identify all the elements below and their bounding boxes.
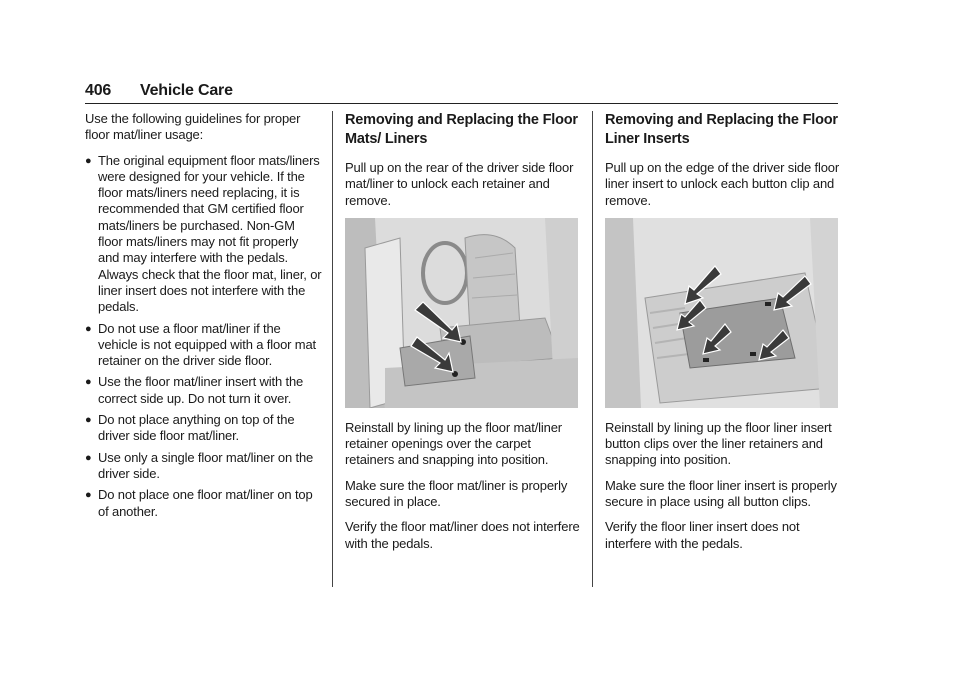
bullet-icon: ● (85, 489, 92, 502)
page-number: 406 (85, 82, 112, 99)
page-header (85, 82, 838, 104)
bullet-icon: ● (85, 376, 92, 389)
list-item: ● Do not use a floor mat/liner if the vehicle is not equipped with a floor mat retainer on the driver side floor. (85, 320, 317, 369)
liner-insert-illustration (605, 218, 838, 408)
list-item: ● Use only a single floor mat/liner on the driver side. (85, 449, 314, 481)
guidelines-intro: Use the following guidelines for proper floor mat/liner usage: (85, 111, 301, 143)
header-divider (85, 103, 838, 104)
floor-mats-reinstall-text: Reinstall by lining up the floor mat/liner retainer openings over the carpet retainers and snapping into position. (345, 419, 562, 468)
bullet-icon: ● (85, 451, 92, 464)
list-item: ● Do not place anything on top of the driver side floor mat/liner. (85, 412, 295, 444)
floor-mats-secure-text: Make sure the floor mat/liner is properly secured in place. (345, 477, 568, 510)
liner-inserts-heading: Removing and Replacing the Floor Liner Inserts (605, 112, 838, 147)
floor-mats-remove-text: Pull up on the rear of the driver side floor mat/liner to unlock each retainer and remove. (345, 160, 574, 208)
guidelines-list (85, 153, 322, 520)
column-guidelines (85, 111, 322, 525)
liner-inserts-verify-text: Verify the floor liner insert does not interfere with the pedals. (605, 519, 800, 551)
bullet-icon: ● (85, 154, 92, 167)
liner-insert-illustration-svg (605, 218, 838, 408)
column-floor-mats (345, 111, 580, 561)
floor-mat-illustration-svg (345, 218, 578, 408)
list-item: ● Use the floor mat/liner insert with the correct side up. Do not turn it over. (85, 374, 304, 406)
liner-inserts-remove-text: Pull up on the edge of the driver side floor liner insert to unlock each button clip and remove. (605, 160, 840, 208)
floor-mats-heading: Removing and Replacing the Floor Mats/ Liners (345, 112, 578, 147)
floor-mats-verify-text: Verify the floor mat/liner does not interfere with the pedals. (345, 519, 580, 551)
section-title: Vehicle Care (140, 82, 233, 99)
liner-inserts-reinstall-text: Reinstall by lining up the floor liner insert button clips over the liner retainers and snapping into position. (605, 419, 832, 468)
bullet-icon: ● (85, 322, 92, 335)
list-item: ● The original equipment floor mats/liners were designed for your vehicle. If the floor mats/liners need replacing, it is recommended that GM certified floor mats/liners be purchased. Non-GM floor mats/liners may not fit properly and may interfere with the pedals. Always check that the floor mat, liner, or liner insert does not interfere with the pedals. (85, 152, 322, 315)
column-divider-2 (592, 111, 593, 587)
list-item: ● Do not place one floor mat/liner on top of another. (85, 487, 313, 519)
bullet-icon: ● (85, 414, 92, 427)
column-liner-inserts (605, 111, 840, 561)
liner-inserts-secure-text: Make sure the floor liner insert is properly secure in place using all button clips. (605, 477, 837, 510)
floor-mat-retainer-illustration (345, 218, 578, 408)
column-divider-1 (332, 111, 333, 587)
